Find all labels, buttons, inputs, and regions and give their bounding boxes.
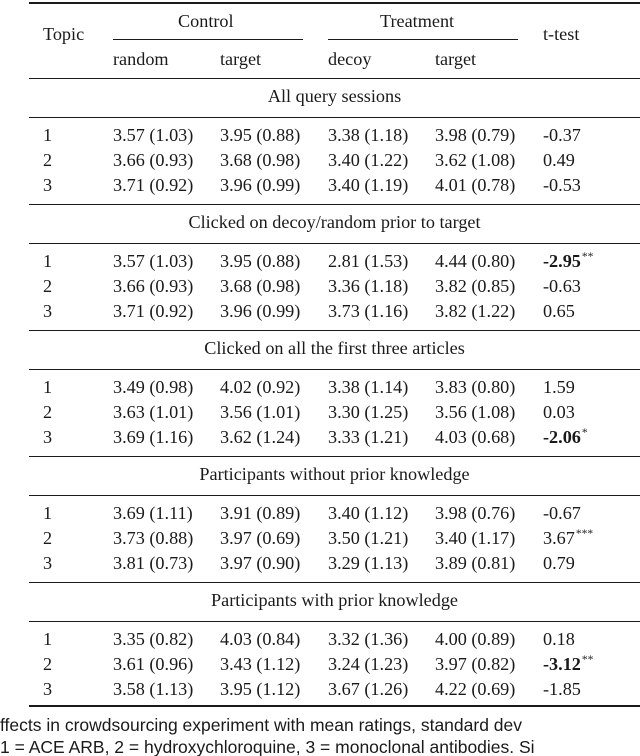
- rating-cell: 3.38 (1.14): [328, 377, 409, 397]
- rating-cell: 4.00 (0.89): [435, 629, 516, 649]
- significance-stars: **: [581, 654, 594, 666]
- rating-cell: 3.91 (0.89): [220, 503, 301, 523]
- rating-cell: 3.95 (0.88): [220, 251, 301, 271]
- rating-cell: 3.57 (1.03): [113, 125, 194, 145]
- rating-cell: 3.62 (1.08): [435, 150, 516, 170]
- rating-cell: 3.33 (1.21): [328, 427, 409, 447]
- table-bottom-rule: [29, 705, 640, 707]
- ttest-cell: [543, 124, 581, 146]
- row-topic: 1: [43, 377, 53, 397]
- section-rule-top: [29, 456, 640, 457]
- ttest-value: -3.12: [543, 654, 581, 674]
- header-treatment-decoy: decoy: [328, 49, 372, 69]
- rating-cell: 3.97 (0.90): [220, 553, 301, 573]
- caption-line-1: ffects in crowdsourcing experiment with mean ratings, standard dev: [0, 715, 523, 735]
- rating-cell: 3.30 (1.25): [328, 402, 409, 422]
- rating-cell: 3.43 (1.12): [220, 654, 301, 674]
- rating-cell: 3.40 (1.19): [328, 175, 409, 195]
- header-control-random: random: [113, 49, 169, 69]
- rating-cell: 4.03 (0.84): [220, 629, 301, 649]
- header-control-target: target: [220, 49, 262, 69]
- row-topic: 2: [43, 276, 53, 296]
- rating-cell: 3.71 (0.92): [113, 301, 194, 321]
- row-topic: 3: [43, 427, 53, 447]
- rating-cell: 3.49 (0.98): [113, 377, 194, 397]
- rating-cell: 3.40 (1.12): [328, 503, 409, 523]
- ttest-cell: [543, 275, 581, 297]
- rating-cell: 3.81 (0.73): [113, 553, 194, 573]
- section-title: Clicked on decoy/random prior to target: [188, 212, 481, 232]
- ttest-cell: [543, 653, 593, 678]
- section-title: All query sessions: [267, 86, 402, 106]
- rating-cell: 3.29 (1.13): [328, 553, 409, 573]
- section-rule-bottom: [29, 495, 640, 496]
- ttest-value: 0.03: [543, 402, 575, 422]
- ttest-cell: [543, 401, 575, 423]
- rating-cell: 3.82 (1.22): [435, 301, 516, 321]
- rating-cell: 3.56 (1.08): [435, 402, 516, 422]
- significance-stars: **: [581, 251, 594, 263]
- ttest-value: 1.59: [543, 377, 575, 397]
- ttest-value: -1.85: [543, 679, 581, 699]
- rating-cell: 3.35 (0.82): [113, 629, 194, 649]
- rating-cell: 3.63 (1.01): [113, 402, 194, 422]
- ttest-cell: [543, 149, 575, 171]
- header-treatment-target: target: [435, 49, 477, 69]
- rating-cell: 3.66 (0.93): [113, 276, 194, 296]
- ttest-value: -2.95: [543, 251, 581, 271]
- ttest-value: -0.67: [543, 503, 581, 523]
- rating-cell: 3.73 (0.88): [113, 528, 194, 548]
- ttest-cell: [543, 376, 575, 398]
- section-title: Clicked on all the first three articles: [204, 338, 465, 358]
- significance-stars: ***: [575, 528, 594, 540]
- ttest-cell: [543, 250, 593, 275]
- rating-cell: 3.61 (0.96): [113, 654, 194, 674]
- ttest-cell: [543, 628, 575, 650]
- rating-cell: 3.69 (1.11): [113, 503, 193, 523]
- rating-cell: 3.58 (1.13): [113, 679, 194, 699]
- row-topic: 2: [43, 654, 53, 674]
- rating-cell: 3.95 (0.88): [220, 125, 301, 145]
- rating-cell: 3.68 (0.98): [220, 276, 301, 296]
- table-top-rule: [29, 2, 640, 4]
- section-rule-bottom: [29, 369, 640, 370]
- row-topic: 2: [43, 402, 53, 422]
- row-topic: 3: [43, 679, 53, 699]
- rating-cell: 2.81 (1.53): [328, 251, 409, 271]
- ttest-value: 0.65: [543, 301, 575, 321]
- rating-cell: 3.69 (1.16): [113, 427, 194, 447]
- row-topic: 3: [43, 301, 53, 321]
- rating-cell: 3.68 (0.98): [220, 150, 301, 170]
- section-title: Participants with prior knowledge: [211, 590, 458, 610]
- table-caption: [0, 712, 640, 756]
- section-rule-top: [29, 204, 640, 205]
- rating-cell: 3.71 (0.92): [113, 175, 194, 195]
- ttest-value: 0.79: [543, 553, 575, 573]
- row-topic: 1: [43, 503, 53, 523]
- rating-cell: 4.22 (0.69): [435, 679, 516, 699]
- rating-cell: 3.62 (1.24): [220, 427, 301, 447]
- rating-cell: 3.97 (0.69): [220, 528, 301, 548]
- rating-cell: 3.50 (1.21): [328, 528, 409, 548]
- rating-cell: 3.73 (1.16): [328, 301, 409, 321]
- row-topic: 3: [43, 175, 53, 195]
- rating-cell: 3.97 (0.82): [435, 654, 516, 674]
- control-rule: [113, 39, 303, 40]
- ttest-cell: [543, 426, 588, 451]
- ttest-value: 0.18: [543, 629, 575, 649]
- rating-cell: 4.44 (0.80): [435, 251, 516, 271]
- section-title: Participants without prior knowledge: [199, 464, 470, 484]
- rating-cell: 3.56 (1.01): [220, 402, 301, 422]
- ttest-value: 0.49: [543, 150, 575, 170]
- section-rule-bottom: [29, 243, 640, 244]
- ttest-value: -0.53: [543, 175, 581, 195]
- section-rule-bottom: [29, 117, 640, 118]
- rating-cell: 3.95 (1.12): [220, 679, 301, 699]
- rating-cell: 3.38 (1.18): [328, 125, 409, 145]
- section-rule-top: [29, 330, 640, 331]
- rating-cell: 3.40 (1.22): [328, 150, 409, 170]
- header-treatment: Treatment: [380, 11, 455, 31]
- rating-cell: 3.66 (0.93): [113, 150, 194, 170]
- section-rule-top: [29, 582, 640, 583]
- section-rule-top: [29, 78, 640, 79]
- row-topic: 1: [43, 251, 53, 271]
- header-control: Control: [178, 11, 234, 31]
- header-topic: Topic: [43, 24, 85, 44]
- rating-cell: 3.40 (1.17): [435, 528, 516, 548]
- treatment-rule: [328, 39, 518, 40]
- rating-cell: 3.82 (0.85): [435, 276, 516, 296]
- row-topic: 3: [43, 553, 53, 573]
- row-topic: 1: [43, 629, 53, 649]
- ttest-cell: [543, 527, 593, 552]
- ttest-cell: [543, 552, 575, 574]
- section-rule-bottom: [29, 621, 640, 622]
- ttest-value: -2.06: [543, 427, 581, 447]
- ttest-cell: [543, 678, 581, 700]
- row-topic: 2: [43, 150, 53, 170]
- rating-cell: 3.24 (1.23): [328, 654, 409, 674]
- ttest-cell: [543, 174, 581, 196]
- row-topic: 1: [43, 125, 53, 145]
- rating-cell: 3.89 (0.81): [435, 553, 516, 573]
- rating-cell: 3.32 (1.36): [328, 629, 409, 649]
- rating-cell: 3.98 (0.76): [435, 503, 516, 523]
- caption-line-2: 1 = ACE ARB, 2 = hydroxychloroquine, 3 = monoclonal antibodies. Si: [0, 737, 535, 756]
- rating-cell: 3.96 (0.99): [220, 175, 301, 195]
- ttest-cell: [543, 300, 575, 322]
- rating-cell: 3.67 (1.26): [328, 679, 409, 699]
- rating-cell: 3.36 (1.18): [328, 276, 409, 296]
- significance-stars: *: [581, 427, 588, 439]
- ttest-value: 3.67: [543, 528, 575, 548]
- row-topic: 2: [43, 528, 53, 548]
- rating-cell: 4.01 (0.78): [435, 175, 516, 195]
- rating-cell: 4.03 (0.68): [435, 427, 516, 447]
- rating-cell: 3.83 (0.80): [435, 377, 516, 397]
- ttest-cell: [543, 502, 581, 524]
- rating-cell: 3.98 (0.79): [435, 125, 516, 145]
- rating-cell: 3.96 (0.99): [220, 301, 301, 321]
- rating-cell: 4.02 (0.92): [220, 377, 301, 397]
- ttest-value: -0.37: [543, 125, 581, 145]
- header-ttest: t-test: [543, 24, 580, 44]
- ttest-value: -0.63: [543, 276, 581, 296]
- rating-cell: 3.57 (1.03): [113, 251, 194, 271]
